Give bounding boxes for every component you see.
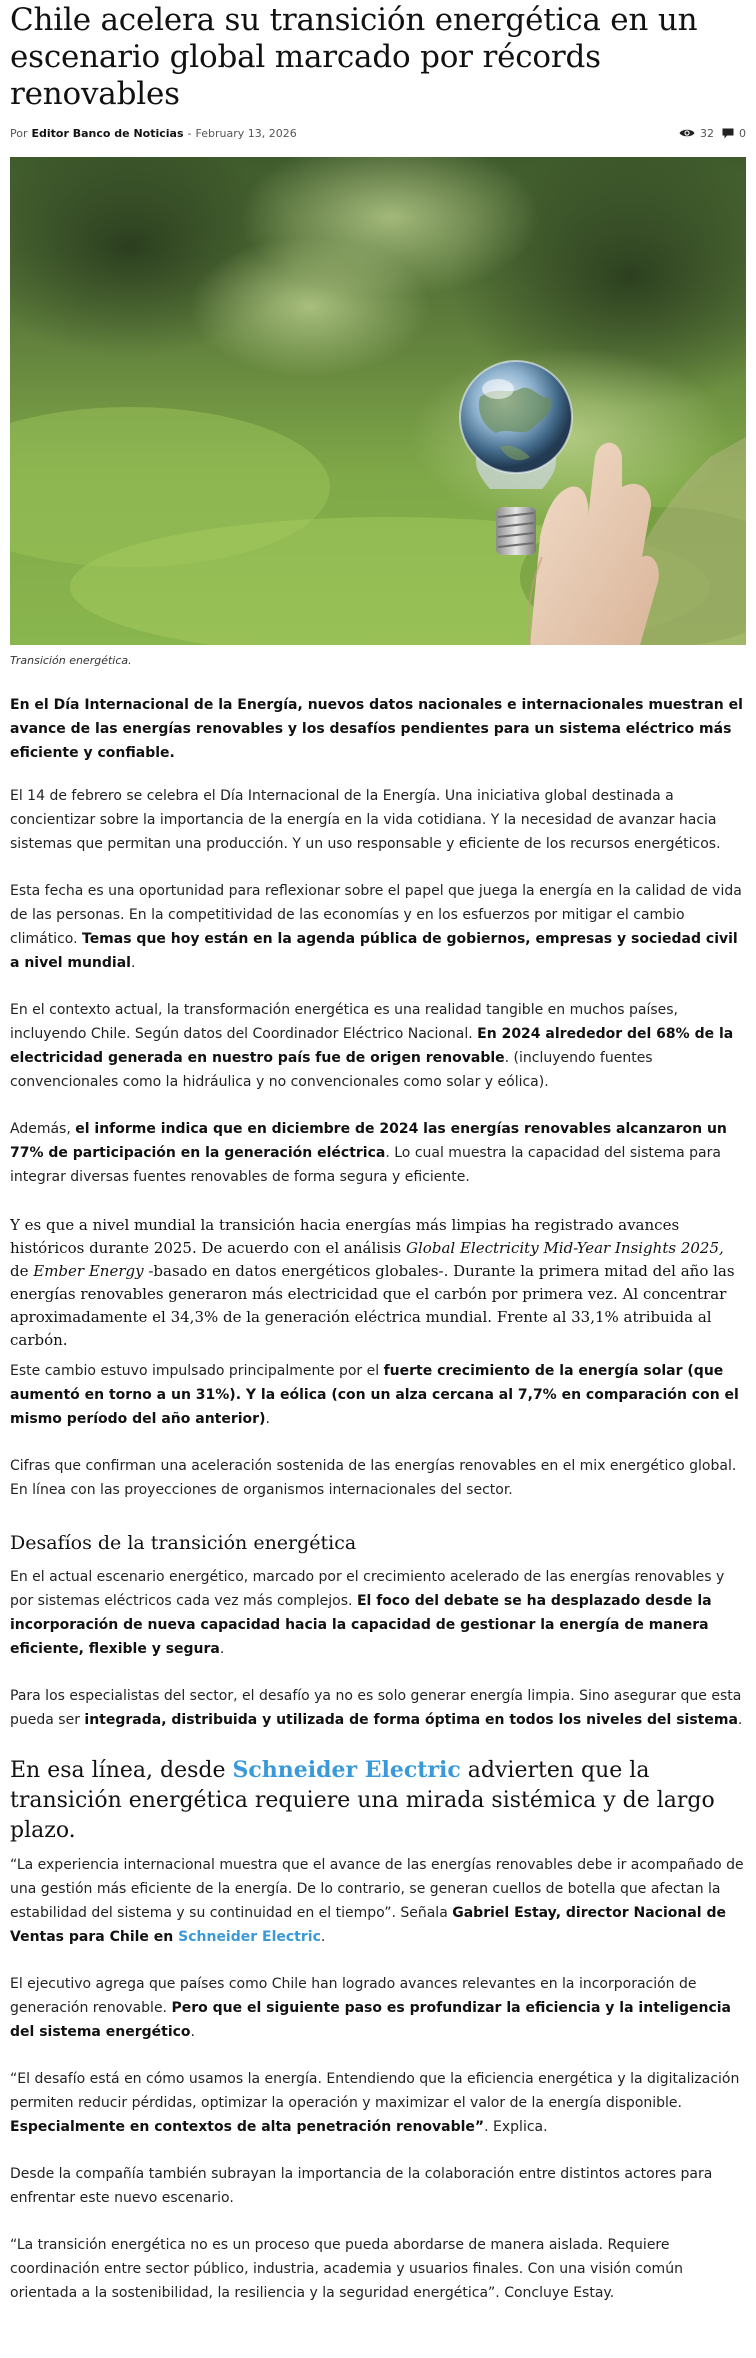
paragraph: “La transición energética no es un proceso que pueda abordarse de manera aislada. Requiere coordinación entre sector público, industria, academia y usuarios finales. Con una visión común orientada a la sostenibilidad, la resiliencia y la seguridad energética”. Concluye Estay. xyxy=(10,2237,683,2301)
text-run: El ejecutivo agrega que países como Chile han logrado avances relevantes en la incorporación de generación renovable. xyxy=(10,1976,697,2016)
text-run: . xyxy=(737,1712,743,1728)
paragraph xyxy=(10,1359,746,1431)
bold-text: integrada, distribuida y utilizada de forma óptima en todos los niveles del sistema xyxy=(84,1712,738,1728)
text-run: . xyxy=(190,2024,195,2040)
image-caption: Transición energética. xyxy=(10,654,132,667)
italic-text: Global Electricity Mid-Year Insights 2025, xyxy=(406,1239,724,1257)
byline xyxy=(10,127,297,140)
paragraph xyxy=(10,1117,746,1189)
section-heading xyxy=(10,1755,746,1846)
italic-text: Ember Energy xyxy=(33,1262,144,1280)
bold-text: Gabriel Estay, director Nacional de Ventas para Chile en xyxy=(10,1905,726,1945)
text-run: advierten que la transición energética requiere una mirada sistémica y de largo plazo. xyxy=(10,1758,715,1843)
lightbulb-photo xyxy=(10,157,746,645)
paragraph xyxy=(10,1565,746,1661)
byline-prefix: Por xyxy=(10,126,28,140)
paragraph xyxy=(10,998,746,1094)
text-run: . Explica. xyxy=(484,2119,548,2135)
comment-icon xyxy=(722,128,734,139)
text-run: Esta fecha es una oportunidad para reflexionar sobre el papel que juega la energía en la calidad de vida de las personas. En la competitividad de las economías y en los esfuerzos por mitigar el cambio climático. xyxy=(10,883,742,947)
bold-text: En 2024 alrededor del 68% de la electricidad generada en nuestro país fue de origen renovable xyxy=(10,1026,734,1066)
byline-separator: - xyxy=(187,126,192,140)
text-run: “El desafío está en cómo usamos la energía. Entendiendo que la eficiencia energética y la digitalización permiten reducir pérdidas, optimizar la operación y maximizar el valor de la energía disponible. xyxy=(10,2071,740,2111)
text-run: En esa línea, desde xyxy=(10,1758,233,1783)
text-run: Además, xyxy=(10,1121,76,1137)
text-run: . xyxy=(265,1411,270,1427)
text-run: Este cambio estuvo impulsado principalmente por el xyxy=(10,1363,384,1379)
comments-count: 0 xyxy=(739,126,746,140)
text-run: . xyxy=(130,955,136,971)
paragraph: El 14 de febrero se celebra el Día Internacional de la Energía. Una iniciativa global destinada a concientizar sobre la importancia de la energía en la vida cotidiana. Y la necesidad de avanzar hacia sistemas que permitan una producción. Y un uso responsable y eficiente de los recursos energéticos. xyxy=(10,788,721,852)
text-run: -basado en datos energéticos globales-. Durante la primera mitad del año las energías renovables generaron más electricidad que el carbón por primera vez. Al concentrar aproximadamente el 34,3% de la generación eléctrica mundial. Frente al 33,1% atribuida al carbón. xyxy=(10,1262,735,1349)
section-heading: Desafíos de la transición energética xyxy=(10,1532,357,1554)
comments-stat[interactable] xyxy=(722,127,746,140)
text-run: . (incluyendo fuentes convencionales como la hidráulica y no convencionales como solar y eólica). xyxy=(10,1050,653,1090)
text-run: Para los especialistas del sector, el desafío ya no es solo generar energía limpia. Sino asegurar que esta pueda ser xyxy=(10,1688,742,1728)
text-run: Y es que a nivel mundial la transición hacia energías más limpias ha registrado avances históricos durante 2025. De acuerdo con el análisis xyxy=(10,1216,680,1257)
paragraph xyxy=(10,879,746,975)
text-run: “La experiencia internacional muestra que el avance de las energías renovables debe ir acompañado de una gestión más eficiente de la energía. De lo contrario, se generan cuellos de botella que afectan la estabilidad del sistema y su continuidad en el tiempo”. Señala xyxy=(10,1857,744,1921)
article-meta xyxy=(10,123,746,143)
lead-paragraph: En el Día Internacional de la Energía, nuevos datos nacionales e internacionales muestran el avance de las energías renovables y los desafíos pendientes para un sistema eléctrico más eficiente y confiable. xyxy=(10,697,743,761)
text-run: . Lo cual muestra la capacidad del sistema para integrar diversas fuentes renovables de forma segura y eficiente. xyxy=(10,1145,721,1185)
text-run: . xyxy=(320,1929,326,1945)
bold-text: El foco del debate se ha desplazado desde la incorporación de nueva capacidad hacia la capacidad de gestionar la energía de manera eficiente, flexible y segura xyxy=(10,1593,712,1657)
text-run: . xyxy=(219,1641,225,1657)
text-run: de xyxy=(10,1262,34,1280)
article-stats xyxy=(679,127,746,140)
paragraph: Desde la compañía también subrayan la importancia de la colaboración entre distintos actores para enfrentar este nuevo escenario. xyxy=(10,2166,713,2206)
paragraph xyxy=(10,1214,746,1352)
article-title: Chile acelera su transición energética en un escenario global marcado por récords renovables xyxy=(10,2,698,112)
paragraph xyxy=(10,2067,746,2139)
bold-text: Temas que hoy están en la agenda pública de gobiernos, empresas y sociedad civil a nivel mundial xyxy=(10,931,738,971)
paragraph xyxy=(10,1972,746,2044)
views-stat xyxy=(679,127,714,140)
schneider-electric-link[interactable]: Schneider Electric xyxy=(232,1757,461,1783)
bold-text: fuerte crecimiento de la energía solar (que aumentó en torno a un 31%). Y la eólica (con un alza cercana al 7,7% en comparación con el mismo período del año anterior) xyxy=(10,1363,739,1427)
publish-date: February 13, 2026 xyxy=(195,126,297,140)
eye-icon xyxy=(679,128,695,138)
paragraph xyxy=(10,1684,746,1732)
paragraph xyxy=(10,1853,746,1949)
bold-text: Pero que el siguiente paso es profundizar la eficiencia y la inteligencia del sistema energético xyxy=(10,2000,732,2040)
paragraph: Cifras que confirman una aceleración sostenida de las energías renovables en el mix energético global. En línea con las proyecciones de organismos internacionales del sector. xyxy=(10,1458,737,1498)
featured-image xyxy=(10,157,746,645)
text-run: En el contexto actual, la transformación energética es una realidad tangible en muchos países, incluyendo Chile. Según datos del Coordinador Eléctrico Nacional. xyxy=(10,1002,678,1042)
text-run: En el actual escenario energético, marcado por el crecimiento acelerado de las energías renovables y por sistemas eléctricos cada vez más complejos. xyxy=(10,1569,725,1609)
views-count: 32 xyxy=(700,126,714,140)
author-link[interactable]: Editor Banco de Noticias xyxy=(31,126,184,140)
bold-text: el informe indica que en diciembre de 2024 las energías renovables alcanzaron un 77% de participación en la generación eléctrica xyxy=(10,1121,727,1161)
bold-text: Especialmente en contextos de alta penetración renovable” xyxy=(10,2119,485,2135)
schneider-electric-link[interactable]: Schneider Electric xyxy=(178,1929,321,1945)
